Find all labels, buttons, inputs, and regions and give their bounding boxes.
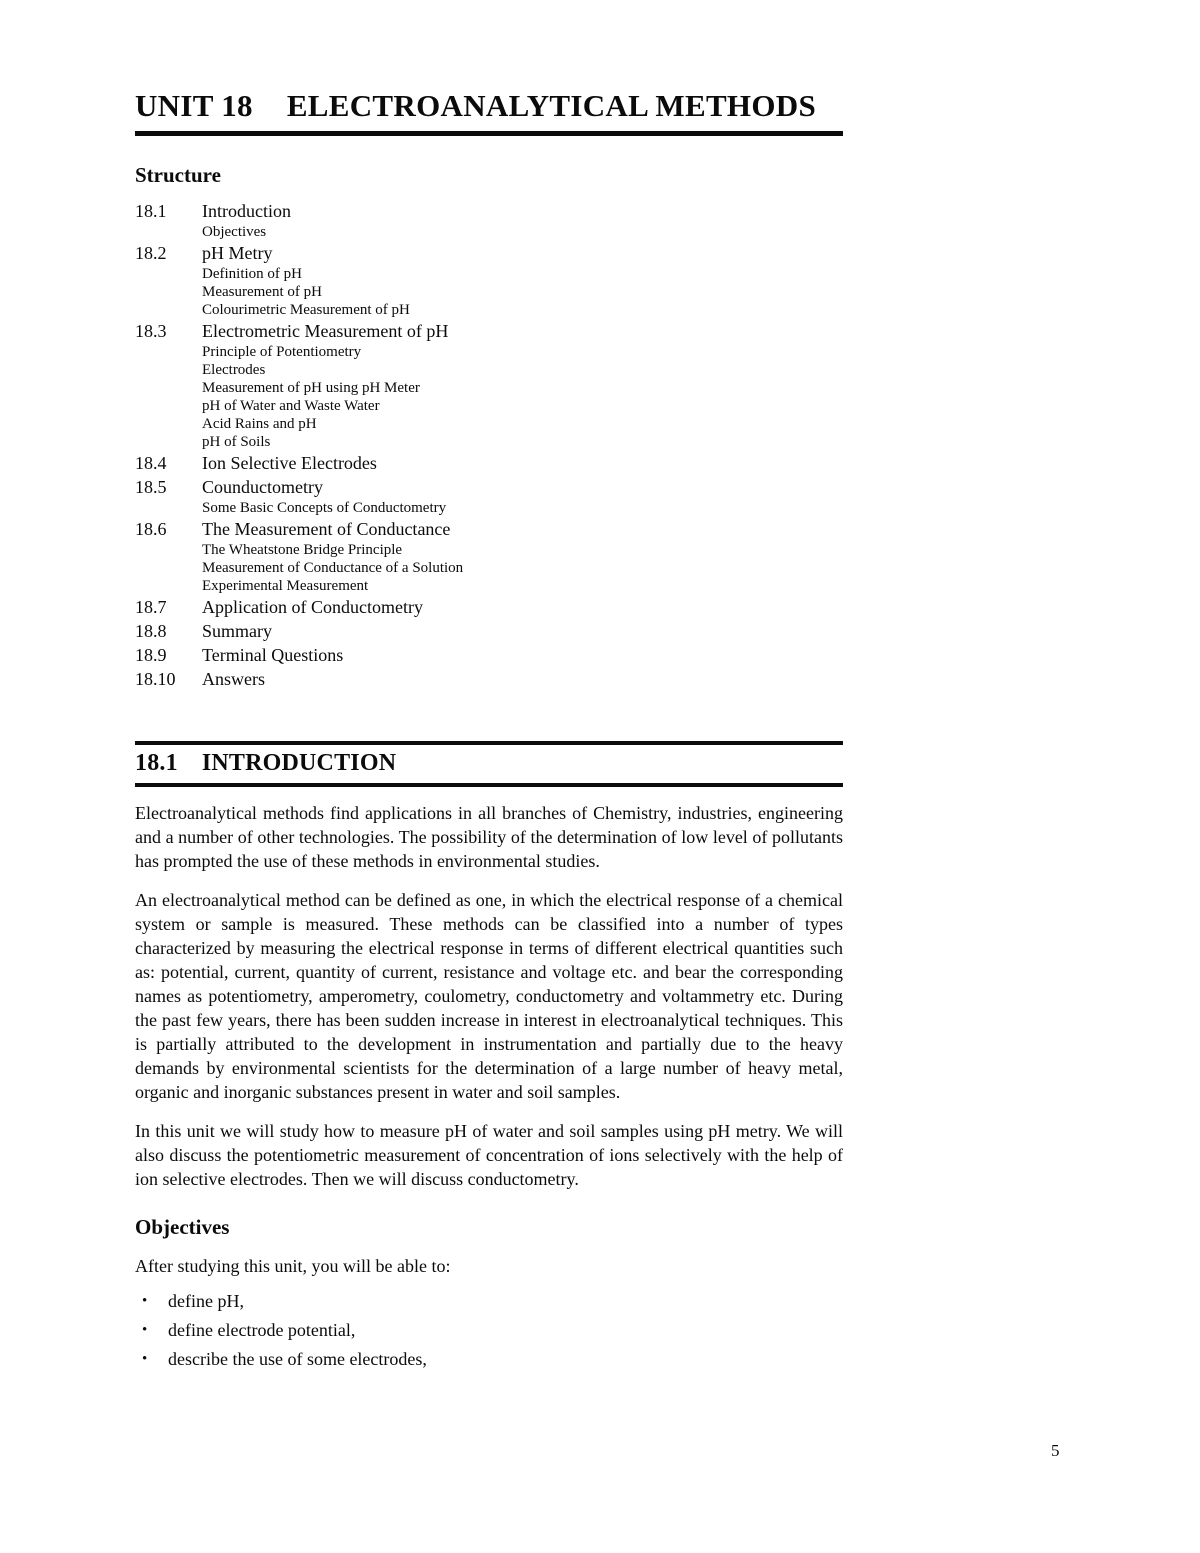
toc-item-title: Introduction xyxy=(202,201,291,221)
body-paragraph: In this unit we will study how to measure pH of water and soil samples using pH metry. We will also discuss the potentiometric measurement of concentration of ions selectively with the help of ion selective electrodes. Then we will discuss conductometry. xyxy=(135,1121,843,1189)
toc-subitem: Colourimetric Measurement of pH xyxy=(202,302,410,318)
objective-text: describe the use of some electrodes, xyxy=(168,1349,427,1369)
toc-item xyxy=(135,200,843,223)
page-number: 5 xyxy=(1051,1441,1060,1460)
toc-item xyxy=(135,320,843,343)
toc-item xyxy=(135,452,843,475)
toc-item-number: 18.2 xyxy=(135,243,167,263)
section-heading-band xyxy=(135,741,843,787)
toc-item-title: Ion Selective Electrodes xyxy=(202,453,377,473)
toc-item-title: Answers xyxy=(202,669,265,689)
toc-item-number: 18.3 xyxy=(135,321,167,341)
body-paragraph: Electroanalytical methods find applications in all branches of Chemistry, industries, engineering and a number of other technologies. The possibility of the determination of low level of pollutants has prompted the use of these methods in environmental studies. xyxy=(135,803,843,871)
toc-item xyxy=(135,668,843,691)
objectives-list xyxy=(135,1287,843,1374)
text-column xyxy=(135,0,843,1374)
bullet-icon: • xyxy=(142,1322,148,1338)
toc-subitem: Measurement of pH xyxy=(202,284,322,300)
toc-subitem: Measurement of pH using pH Meter xyxy=(202,380,420,396)
toc-item-number: 18.9 xyxy=(135,645,167,665)
objective-text: define electrode potential, xyxy=(168,1320,356,1340)
objective-item xyxy=(135,1316,843,1345)
objective-item xyxy=(135,1345,843,1374)
bullet-icon: • xyxy=(142,1351,148,1367)
toc-item xyxy=(135,620,843,643)
objective-text: define pH, xyxy=(168,1291,244,1311)
toc-item-number: 18.6 xyxy=(135,519,167,539)
objectives-heading: Objectives xyxy=(135,1215,230,1239)
toc-item-title: Terminal Questions xyxy=(202,645,344,665)
toc-subitem: Measurement of Conductance of a Solution xyxy=(202,560,464,576)
toc-item-title: Electrometric Measurement of pH xyxy=(202,321,449,341)
title-underline xyxy=(135,131,843,136)
toc-item-title: pH Metry xyxy=(202,243,273,263)
toc-item-number: 18.1 xyxy=(135,201,167,221)
toc-subitem: Electrodes xyxy=(202,362,266,378)
unit-title-text: ELECTROANALYTICAL METHODS xyxy=(286,88,816,123)
toc-subitem: Some Basic Concepts of Conductometry xyxy=(202,500,447,516)
toc-subitem: The Wheatstone Bridge Principle xyxy=(202,542,403,558)
table-of-contents xyxy=(135,200,843,691)
toc-item-title: Counductometry xyxy=(202,477,323,497)
section-number: 18.1 xyxy=(135,750,178,776)
toc-item-title: The Measurement of Conductance xyxy=(202,519,451,539)
toc-item-number: 18.5 xyxy=(135,477,167,497)
toc-item-number: 18.10 xyxy=(135,669,176,689)
objective-item xyxy=(135,1287,843,1316)
toc-item-title: Summary xyxy=(202,621,272,641)
introduction-body xyxy=(135,801,843,1191)
toc-subitem: Experimental Measurement xyxy=(202,578,369,594)
toc-item-title: Application of Conductometry xyxy=(202,597,423,617)
body-paragraph: An electroanalytical method can be defined as one, in which the electrical response of a chemical system or sample is measured. These methods can be classified into a number of types characterized by measuring the electrical response in terms of different electrical quantities such as: potential, current, quantity of current, resistance and voltage etc. and bear the corresponding names as potentiometry, amperometry, coulometry, conductometry and voltammetry etc. During the past few years, there has been sudden increase in interest in electroanalytical techniques. This is partially attributed to the development in instrumentation and partially due to the heavy demands by environmental scientists for the determination of a large number of heavy metal, organic and inorganic substances present in water and soil samples. xyxy=(135,890,843,1102)
toc-item-number: 18.4 xyxy=(135,453,167,473)
toc-subitem: Objectives xyxy=(202,224,267,240)
toc-item xyxy=(135,644,843,667)
toc-item xyxy=(135,476,843,499)
toc-subitem: Principle of Potentiometry xyxy=(202,344,362,360)
toc-item xyxy=(135,242,843,265)
toc-subitem: Definition of pH xyxy=(202,266,302,282)
toc-subitem: pH of Water and Waste Water xyxy=(202,398,380,414)
unit-number: UNIT 18 xyxy=(135,88,253,123)
objectives-intro: After studying this unit, you will be able to: xyxy=(135,1256,451,1276)
unit-title xyxy=(135,88,843,124)
section-heading-text: INTRODUCTION xyxy=(201,750,397,776)
toc-subitem: Acid Rains and pH xyxy=(202,416,317,432)
toc-item-number: 18.7 xyxy=(135,597,167,617)
structure-heading: Structure xyxy=(135,163,221,187)
toc-item-number: 18.8 xyxy=(135,621,167,641)
section-heading xyxy=(135,750,843,777)
toc-item xyxy=(135,518,843,541)
toc-subitem: pH of Soils xyxy=(202,434,271,450)
toc-item xyxy=(135,596,843,619)
bullet-icon: • xyxy=(142,1293,148,1309)
